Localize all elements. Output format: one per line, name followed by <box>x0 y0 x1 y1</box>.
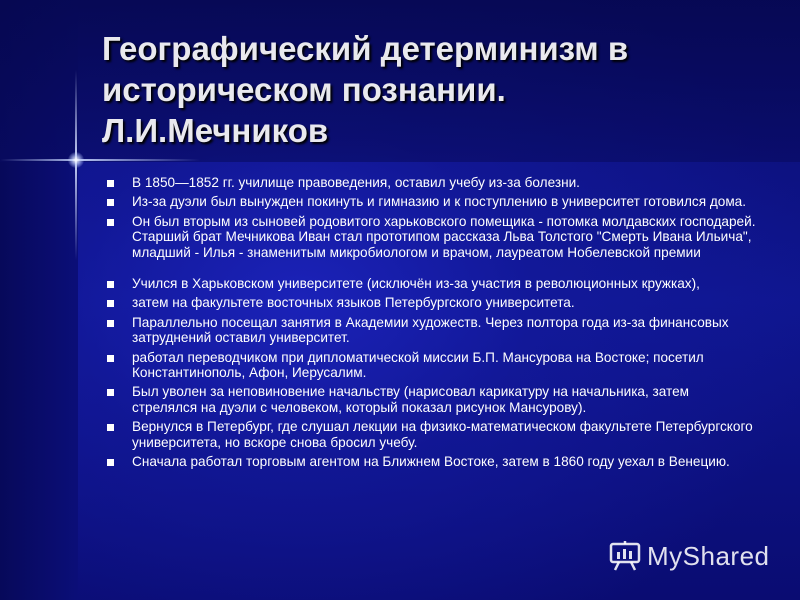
square-bullet-icon <box>107 389 114 396</box>
slide-title <box>102 28 782 151</box>
title-line-1: Географический детерминизм в <box>102 30 629 67</box>
title-line-3: Л.И.Мечников <box>102 112 329 149</box>
bullet-text: затем на факультете восточных языков Петербургского университета. <box>132 295 575 311</box>
bullet-text: Был уволен за неповиновение начальству (нарисовал карикатуру на начальника, затем стрелялся на дуэли с человеком, который показал рисунок Мансурову). <box>132 384 690 415</box>
square-bullet-icon <box>107 320 114 327</box>
bullet-item <box>106 214 756 260</box>
bullet-text: Он был вторым из сыновей родовитого харьковского помещика - потомка молдавских господарей. Старший брат Мечникова Иван стал прототипом рассказа Льва Толстого "Смерть Ивана Ильича", младший - Илья - знаменитым микробиологом и врачом, лауреатом Нобелевской премии <box>132 213 756 260</box>
bullet-text: Вернулся в Петербург, где слушал лекции на физико-математическом факультете Петербургского университета, но вскоре снова бросил учебу. <box>132 419 753 450</box>
square-bullet-icon <box>107 180 114 187</box>
sparkle-horizontal-ray <box>0 159 200 161</box>
presentation-board-icon <box>608 539 642 573</box>
bullet-text: Учился в Харьковском университете (исключён из-за участия в революционных кружках), <box>132 276 700 292</box>
bullet-item <box>106 315 756 346</box>
sparkle-star-icon <box>68 152 84 168</box>
bullet-item <box>106 295 756 310</box>
bullet-item <box>106 175 756 190</box>
bullet-item <box>106 194 756 209</box>
square-bullet-icon <box>107 355 114 362</box>
bullet-item <box>106 419 756 450</box>
square-bullet-icon <box>107 300 114 307</box>
title-line-2: историческом познании. <box>102 71 506 108</box>
myshared-watermark <box>608 536 770 576</box>
bullet-text: Сначала работал торговым агентом на Ближнем Востоке, затем в 1860 году уехал в Венецию. <box>132 454 730 470</box>
square-bullet-icon <box>107 219 114 226</box>
bullet-text: Из-за дуэли был вынужден покинуть и гимназию и к поступлению в университет готовился дома. <box>132 194 747 210</box>
bullet-list <box>106 175 756 474</box>
bullet-item <box>106 276 756 291</box>
square-bullet-icon <box>107 281 114 288</box>
square-bullet-icon <box>107 199 114 206</box>
bullet-item <box>106 350 756 381</box>
bullet-text: работал переводчиком при дипломатической миссии Б.П. Мансурова на Востоке; посетил Константинополь, Афон, Иерусалим. <box>132 349 704 381</box>
square-bullet-icon <box>107 459 114 466</box>
bullet-item <box>106 384 756 415</box>
bullet-text: Параллельно посещал занятия в Академии художеств. Через полтора года из-за финансовых затруднений оставил университет. <box>132 314 729 346</box>
watermark-text: MyShared <box>647 540 770 571</box>
bullet-text: В 1850—1852 гг. училище правоведения, оставил учебу из-за болезни. <box>132 175 580 190</box>
square-bullet-icon <box>107 424 114 431</box>
bullet-item <box>106 454 756 469</box>
